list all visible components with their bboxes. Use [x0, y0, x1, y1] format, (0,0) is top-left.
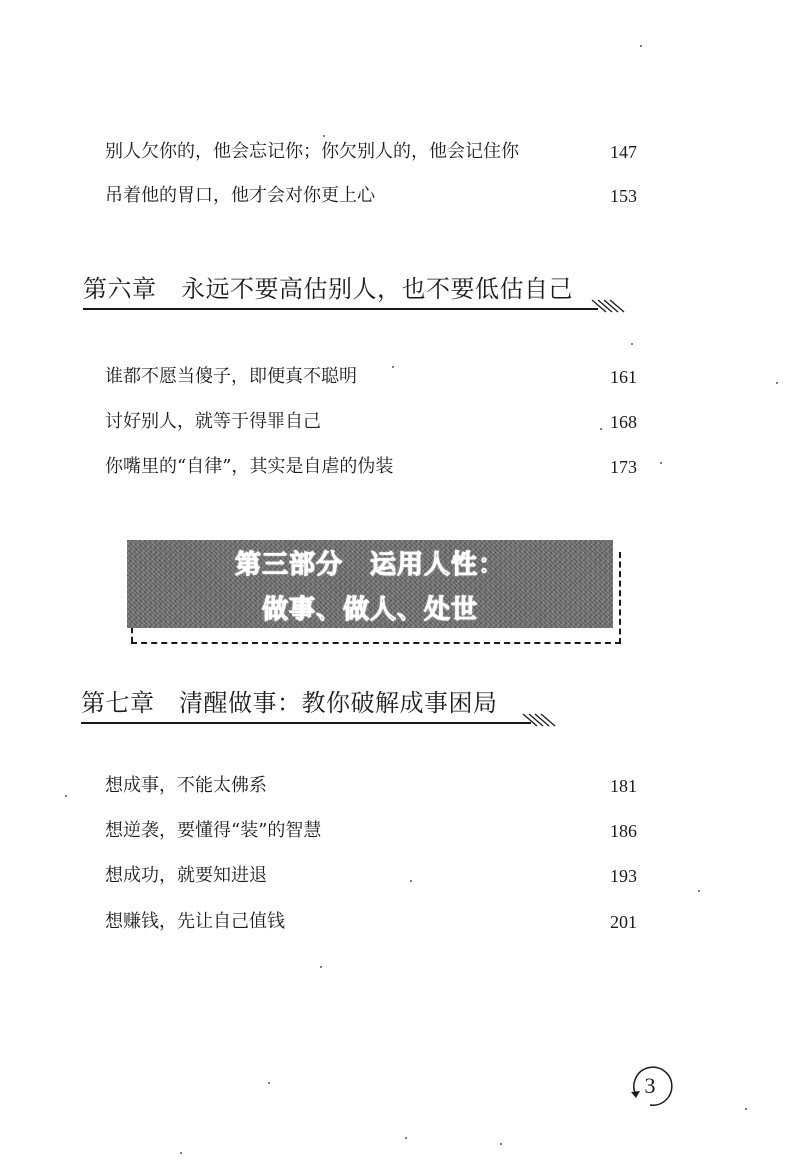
toc-entry-title: 讨好别人，就等于得罪自己 [105, 411, 321, 432]
part-3-title-line-1: 第三部分 运用人性： [234, 550, 505, 580]
scan-speck [631, 343, 633, 345]
toc-entry[interactable] [105, 908, 637, 936]
toc-entry-title: 想成事，不能太佛系 [105, 775, 267, 796]
scan-speck [600, 428, 602, 430]
chapter-rule [81, 722, 531, 724]
scan-speck [268, 1082, 270, 1084]
scan-speck [180, 1152, 182, 1154]
toc-entry-page: 147 [610, 142, 637, 162]
scan-speck [640, 45, 642, 47]
toc-entry[interactable] [105, 862, 637, 890]
toc-entry[interactable] [105, 817, 637, 845]
toc-entry[interactable] [105, 772, 637, 800]
hatch-ornament-icon [588, 298, 628, 318]
toc-entry[interactable] [105, 453, 637, 481]
scan-speck [320, 966, 322, 968]
scan-speck [405, 1137, 407, 1139]
toc-entry-page: 168 [610, 412, 637, 432]
chapter-rule [83, 308, 598, 310]
toc-entry-page: 173 [610, 457, 637, 477]
scan-speck [698, 890, 700, 892]
toc-entry[interactable] [105, 408, 637, 436]
dashed-frame-right [619, 552, 621, 644]
toc-entry-title: 想逆袭，要懂得“装”的智慧 [105, 820, 322, 841]
toc-entry-page: 193 [610, 866, 637, 886]
toc-entry-page: 161 [610, 367, 637, 387]
scan-speck [65, 795, 67, 797]
scan-speck [745, 1108, 747, 1110]
page-number-badge [627, 1063, 673, 1109]
hatch-ornament-icon [519, 712, 559, 732]
toc-entry-page: 153 [610, 186, 637, 206]
part-3-title-line-2: 做事、做人、处世 [261, 595, 478, 625]
scan-speck [410, 880, 412, 882]
scan-speck [776, 382, 778, 384]
chapter-6-title: 第六章 永远不要高估别人，也不要低估自己 [83, 275, 573, 303]
page-number: 3 [644, 1073, 656, 1098]
toc-entry-title: 别人欠你的，他会忘记你；你欠别人的，他会记住你 [105, 141, 519, 162]
chapter-7-heading[interactable] [81, 680, 561, 724]
scan-speck [500, 1143, 502, 1145]
scan-speck [660, 462, 662, 464]
dashed-frame-left [131, 628, 133, 642]
toc-entry-title: 想成功，就要知进退 [105, 865, 267, 886]
toc-entry-title: 你嘴里的“自律”，其实是自虐的伪装 [105, 456, 394, 477]
chapter-7-title: 第七章 清醒做事：教你破解成事困局 [81, 689, 498, 717]
toc-entry-page: 201 [610, 912, 637, 932]
toc-entry-page: 186 [610, 821, 637, 841]
toc-entry[interactable] [105, 182, 637, 210]
toc-entry[interactable] [105, 363, 637, 391]
scan-speck [323, 135, 325, 137]
toc-entry[interactable] [105, 138, 637, 166]
toc-entry-title: 吊着他的胃口，他才会对你更上心 [105, 185, 375, 206]
chapter-6-heading[interactable] [83, 266, 628, 310]
toc-entry-title: 谁都不愿当傻子，即便真不聪明 [105, 366, 357, 387]
dashed-frame-bottom [131, 642, 621, 644]
toc-entry-title: 想赚钱，先让自己值钱 [105, 911, 285, 932]
scan-speck [392, 366, 394, 368]
toc-entry-page: 181 [610, 776, 637, 796]
